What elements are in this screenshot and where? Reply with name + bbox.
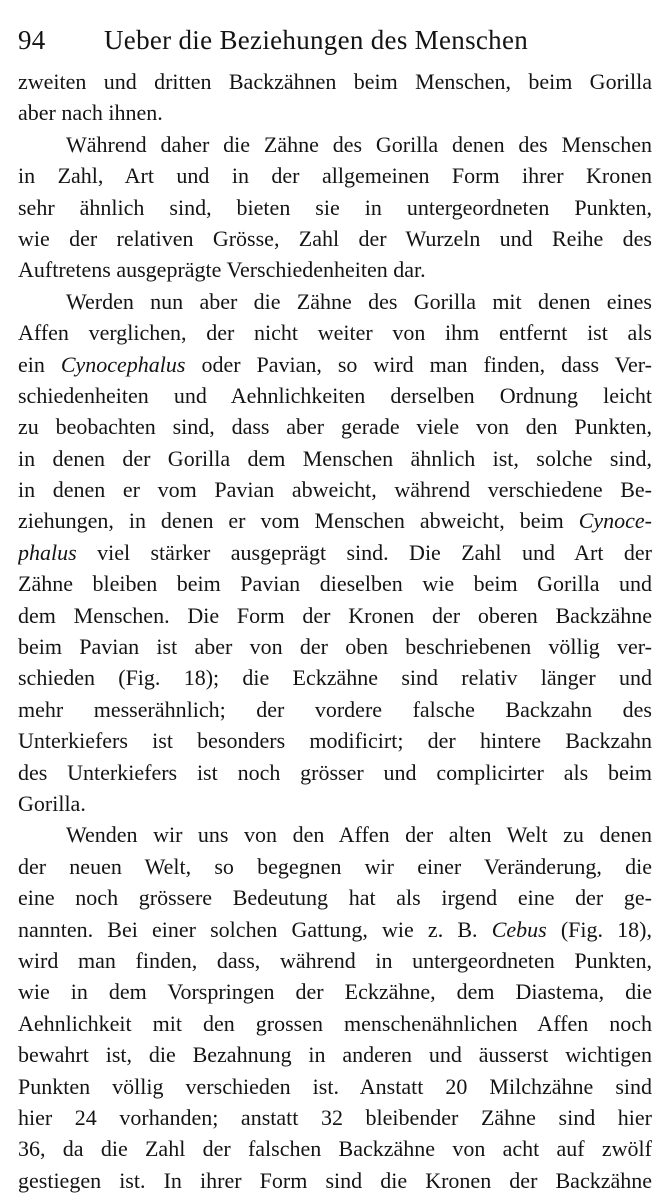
text-segment: eine noch grössere Bedeutung hat als irgend eine der ge-: [18, 885, 652, 911]
text-segment: 36, da die Zahl der falschen Backzähne von acht auf zwölf: [18, 1136, 652, 1162]
text-segment: wie der relativen Grösse, Zahl der Wurzeln und Reihe des: [18, 225, 652, 251]
text-segment: in denen er vom Pavian abweicht, während verschiedene Be-: [18, 477, 652, 503]
text-segment: schieden (Fig. 18); die Eckzähne sind relativ länger und: [18, 665, 652, 691]
italic-text: phalus: [18, 539, 77, 565]
text-line: [18, 976, 652, 1007]
text-line: [18, 725, 652, 756]
italic-text: Cebus: [491, 916, 547, 942]
text-line: [18, 380, 652, 411]
text-segment: Aehnlichkeit mit den grossen menschenähnlichen Affen noch: [18, 1010, 652, 1036]
text-line: [18, 662, 652, 693]
text-segment: (Fig. 18),: [546, 916, 652, 942]
text-segment: zu beobachten sind, dass aber gerade viele von den Punkten,: [18, 414, 652, 440]
italic-text: Cynocephalus: [60, 351, 186, 377]
text-line: [18, 1102, 652, 1133]
text-line: [18, 66, 652, 97]
text-segment: ziehungen, in denen er vom Menschen abweicht, beim: [18, 508, 579, 534]
text-line: [18, 945, 652, 976]
page-number: 94: [18, 25, 46, 55]
text-segment: zweiten und dritten Backzähnen beim Menschen, beim Gorilla: [18, 69, 652, 94]
text-line: [18, 505, 652, 536]
body-text: [18, 66, 652, 1196]
text-segment: dem Menschen. Die Form der Kronen der oberen Backzähne: [18, 602, 652, 628]
text-segment: in denen der Gorilla dem Menschen ähnlich ist, solche sind,: [18, 445, 652, 471]
text-line: [18, 757, 652, 788]
text-line: [18, 882, 652, 913]
text-line: [18, 1133, 652, 1164]
text-line: [18, 286, 652, 317]
text-line: [18, 317, 652, 348]
text-segment: ein: [18, 351, 61, 377]
text-segment: nannten. Bei einer solchen Gattung, wie z. B.: [18, 916, 492, 942]
text-line: [18, 1071, 652, 1102]
text-line: [18, 1039, 652, 1070]
text-segment: aber nach ihnen.: [18, 100, 163, 126]
text-line: [18, 223, 652, 254]
text-segment: Affen verglichen, der nicht weiter von ihm entfernt ist als: [18, 320, 652, 346]
italic-text: Cynoce-: [578, 508, 652, 534]
text-segment: bewahrt ist, die Bezahnung in anderen und äusserst wichtigen: [18, 1042, 652, 1068]
text-line: [18, 1165, 652, 1196]
text-line: [18, 474, 652, 505]
page-header: [18, 20, 654, 60]
text-segment: des Unterkiefers ist noch grösser und complicirter als beim: [18, 759, 652, 785]
text-line: [18, 537, 652, 568]
text-segment: wird man finden, dass, während in untergeordneten Punkten,: [18, 947, 652, 973]
text-segment: wie in dem Vorspringen der Eckzähne, dem Diastema, die: [18, 979, 652, 1005]
text-segment: sehr ähnlich sind, bieten sie in untergeordneten Punkten,: [18, 194, 652, 220]
text-segment: oder Pavian, so wird man finden, dass Ver-: [185, 351, 652, 377]
text-line: [18, 914, 652, 945]
text-segment: Werden nun aber die Zähne des Gorilla mit denen eines: [66, 288, 652, 314]
text-segment: der neuen Welt, so begegnen wir einer Veränderung, die: [18, 853, 652, 879]
text-line: [18, 600, 652, 631]
text-segment: Gorilla.: [18, 790, 86, 816]
text-line: [18, 129, 652, 160]
text-line: [18, 443, 652, 474]
text-line: [18, 411, 652, 442]
text-line: [18, 788, 652, 819]
text-line: [18, 192, 652, 223]
text-segment: in Zahl, Art und in der allgemeinen Form ihrer Kronen: [18, 163, 652, 189]
text-line: [18, 160, 652, 191]
text-line: [18, 1008, 652, 1039]
running-title: Ueber die Beziehungen des Menschen: [104, 25, 529, 55]
text-segment: Auftretens ausgeprägte Verschiedenheiten dar.: [18, 257, 426, 283]
text-line: [18, 851, 652, 882]
text-segment: Punkten völlig verschieden ist. Anstatt 20 Milchzähne sind: [18, 1073, 652, 1099]
text-segment: Unterkiefers ist besonders modificirt; der hintere Backzahn: [18, 728, 652, 754]
text-segment: Wenden wir uns von den Affen der alten Welt zu denen: [66, 822, 652, 848]
text-line: [18, 631, 652, 662]
text-segment: hier 24 vorhanden; anstatt 32 bleibender Zähne sind hier: [18, 1104, 652, 1130]
text-segment: Zähne bleiben beim Pavian dieselben wie beim Gorilla und: [18, 571, 652, 597]
text-segment: schiedenheiten und Aehnlichkeiten derselben Ordnung leicht: [18, 382, 652, 408]
text-line: [18, 254, 652, 285]
text-line: [18, 568, 652, 599]
text-line: [18, 694, 652, 725]
text-segment: mehr messerähnlich; der vordere falsche Backzahn des: [18, 696, 652, 722]
text-segment: Während daher die Zähne des Gorilla denen des Menschen: [66, 131, 652, 157]
text-segment: gestiegen ist. In ihrer Form sind die Kronen der Backzähne: [18, 1167, 652, 1193]
text-segment: beim Pavian ist aber von der oben beschriebenen völlig ver-: [18, 634, 652, 660]
text-line: [18, 349, 652, 380]
text-line: [18, 819, 652, 850]
text-line: [18, 97, 652, 128]
text-segment: viel stärker ausgeprägt sind. Die Zahl und Art der: [76, 539, 652, 565]
